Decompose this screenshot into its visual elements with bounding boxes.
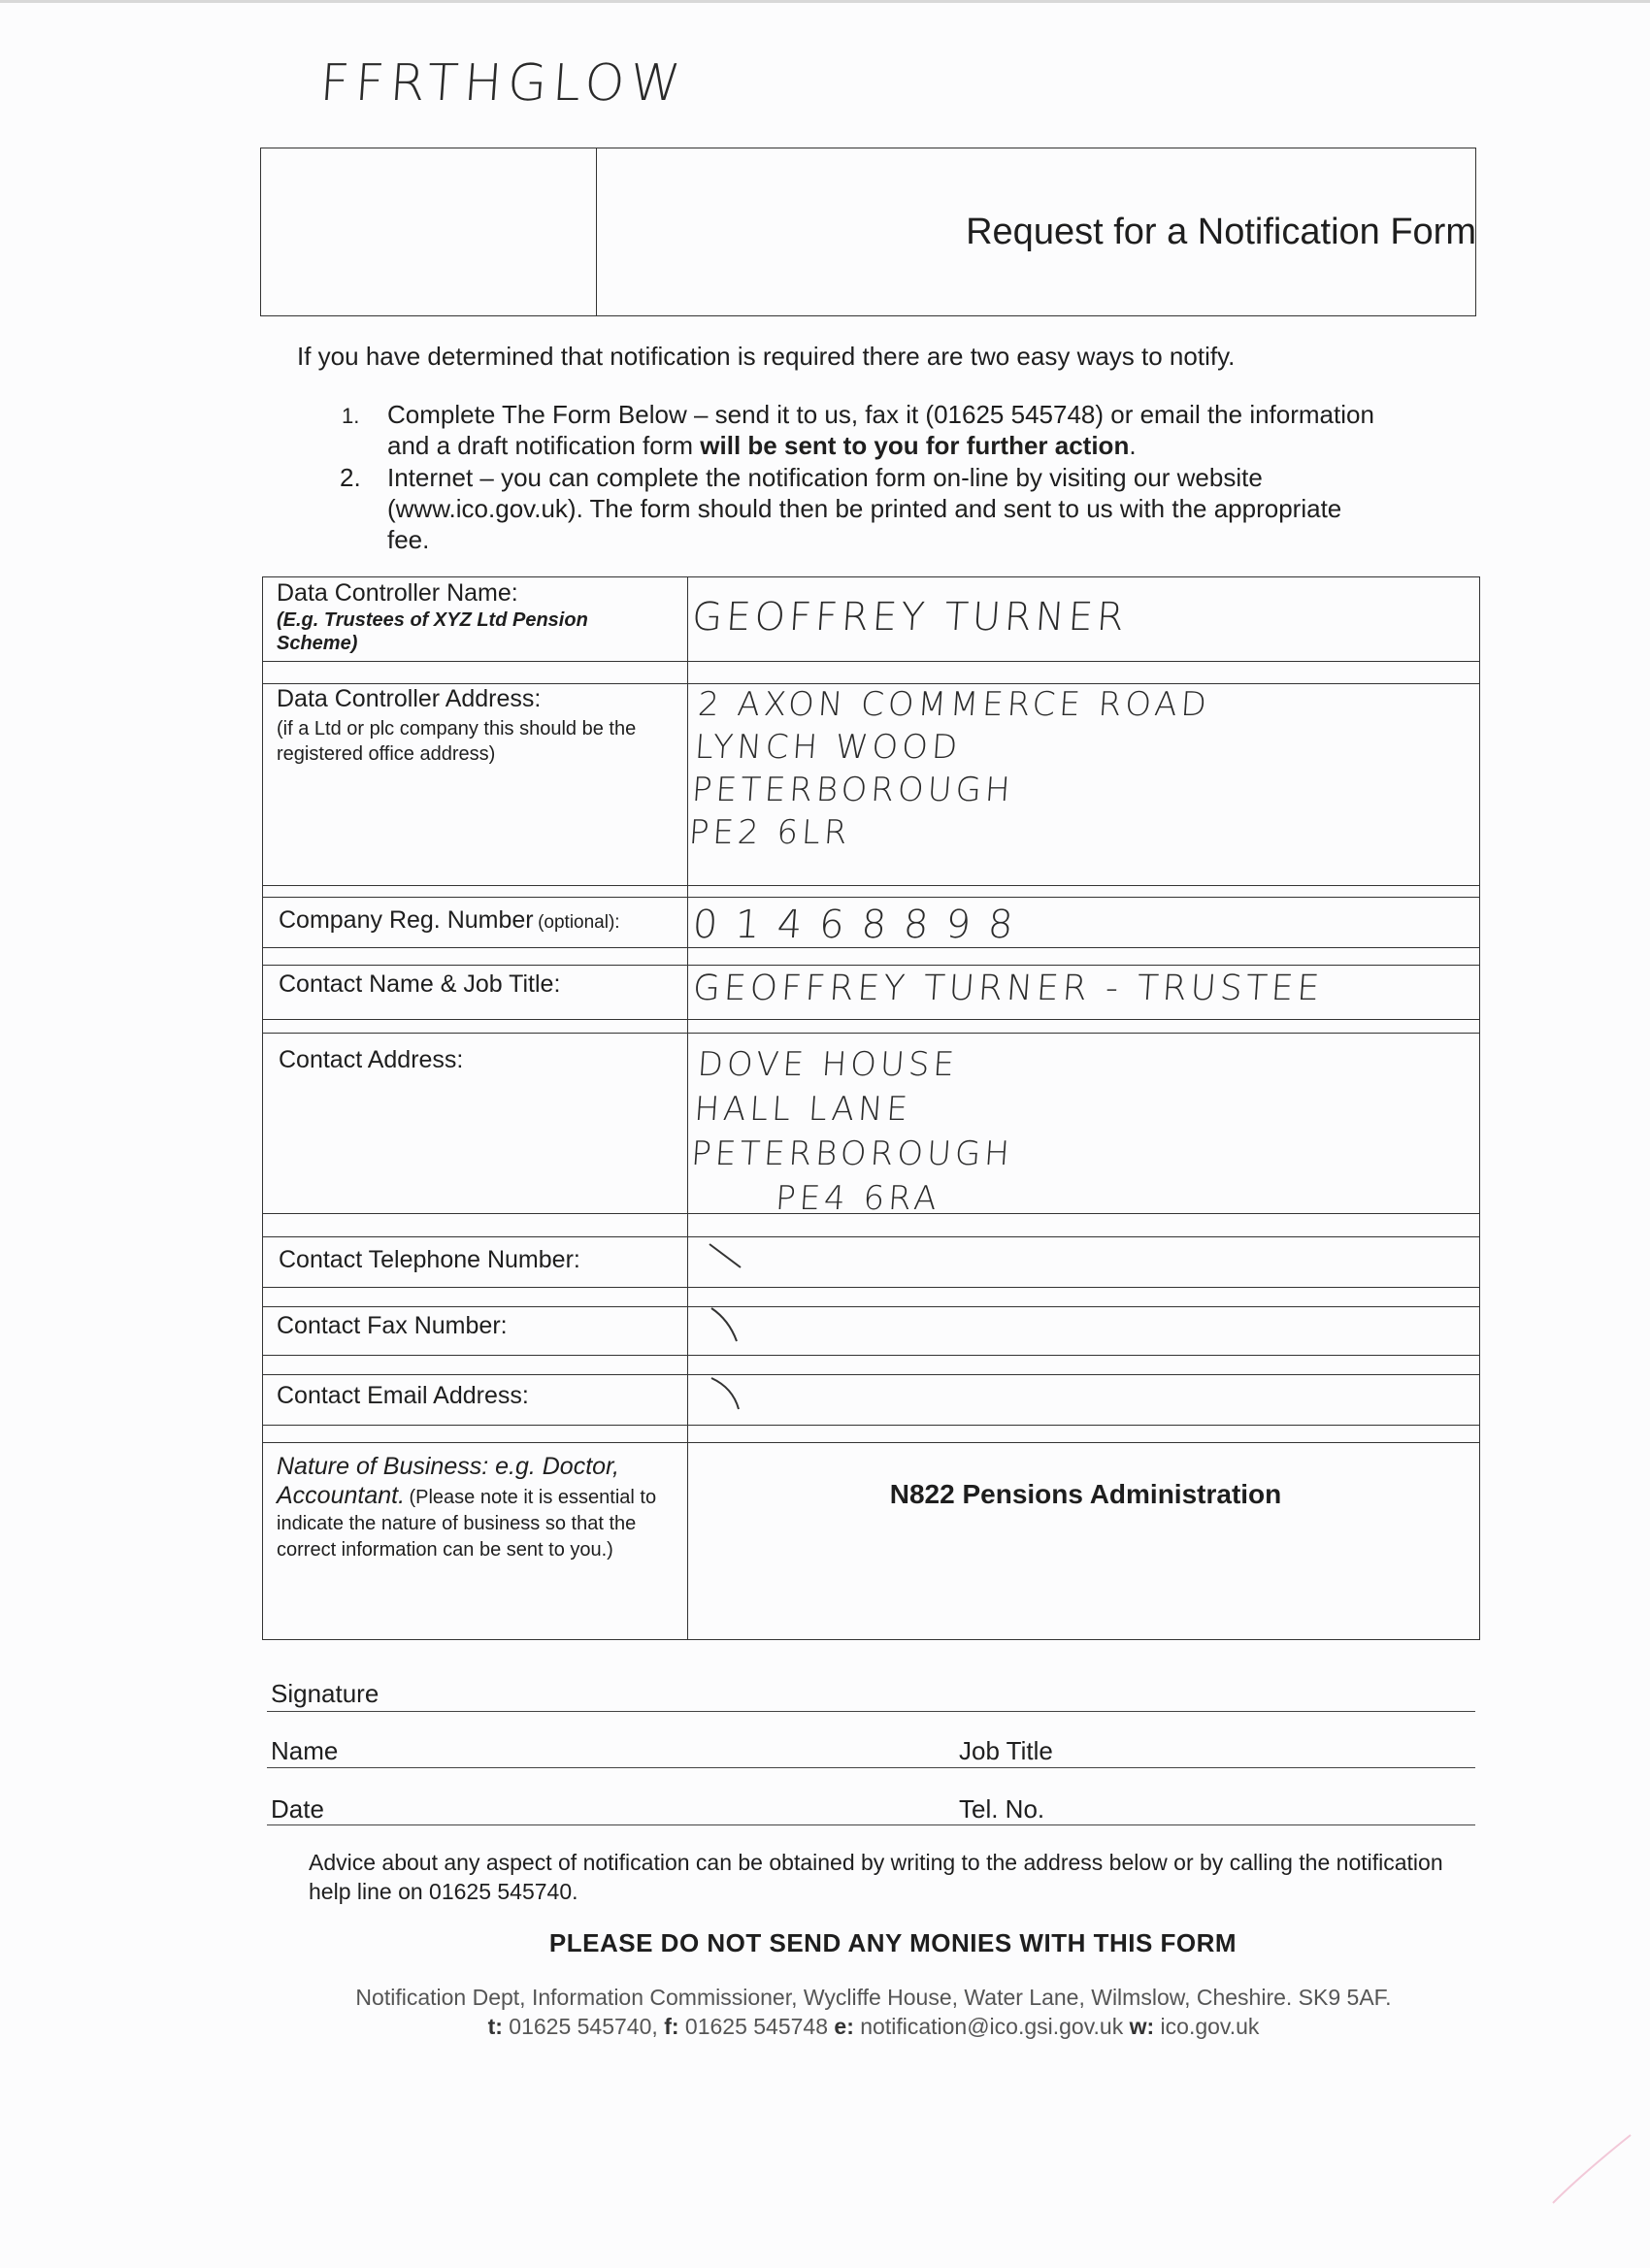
company-reg-value[interactable]: 01468898	[691, 903, 1033, 947]
footer-fax: 01625 545748	[684, 2014, 829, 2039]
row-divider	[263, 1442, 1479, 1443]
step-1-line-2	[387, 430, 1484, 461]
contact-name-label-cell	[263, 965, 688, 1033]
row-controller-name	[262, 576, 1480, 683]
footer-f-label: f:	[664, 2014, 679, 2039]
email-label: Contact Email Address:	[277, 1382, 529, 1409]
controller-address-label-cell	[263, 683, 688, 897]
company-reg-label: Company Reg. Number	[279, 906, 534, 934]
intro-text: If you have determined that notification is required there are two easy ways to notify.	[297, 342, 1236, 371]
row-divider	[263, 1374, 1479, 1375]
row-business	[262, 1442, 1480, 1640]
tel-label: Tel. No.	[959, 1794, 1045, 1824]
step-1-bold-text: will be sent to you for further action	[700, 431, 1130, 460]
row-divider	[263, 1213, 1479, 1214]
page-title: Request for a Notification Form	[966, 212, 1476, 252]
step-1-number: 1.	[342, 404, 360, 428]
company-reg-optional: (optional):	[538, 912, 620, 933]
controller-address-line-2: LYNCH WOOD	[693, 728, 963, 767]
controller-name-example: (E.g. Trustees of XYZ Ltd Pension Scheme)	[277, 609, 588, 654]
job-title-label: Job Title	[959, 1736, 1053, 1765]
business-value[interactable]: N822 Pensions Administration	[889, 1479, 1282, 1509]
controller-address-line-4: PE2 6LR	[687, 813, 852, 852]
controller-address-line-3: PETERBOROUGH	[690, 771, 1015, 809]
contact-address-line-3: PETERBOROUGH	[689, 1134, 1015, 1173]
fax-label-cell	[263, 1306, 688, 1374]
row-controller-address	[262, 683, 1480, 897]
name-line[interactable]	[267, 1767, 1475, 1768]
telephone-value[interactable]	[692, 1236, 1468, 1306]
step-2-text	[387, 462, 1484, 555]
row-contact-address	[262, 1033, 1480, 1236]
row-divider	[263, 885, 1479, 886]
contact-name-value[interactable]: GEOFFREY TURNER - TRUSTEE	[691, 969, 1325, 1008]
row-telephone	[262, 1236, 1480, 1306]
contact-address-value[interactable]	[685, 1042, 1476, 1246]
contact-name-label: Contact Name & Job Title:	[279, 970, 561, 998]
footer-phone: 01625 545740,	[509, 2014, 658, 2039]
contact-address-line-1: DOVE HOUSE	[696, 1045, 960, 1084]
dash-mark-icon	[704, 1372, 762, 1430]
step-2-line-3: fee.	[387, 525, 430, 554]
business-note: (Please note it is essential to indicate the nature of business so that the correct information can be sent to you.)	[277, 1487, 657, 1561]
step-2-line-2: (www.ico.gov.uk). The form should then be printed and sent to us with the appropriate	[387, 494, 1342, 523]
row-divider	[263, 1236, 1479, 1237]
row-divider	[263, 947, 1479, 948]
footer-address: Notification Dept, Information Commissioner, Wycliffe House, Water Lane, Wilmslow, Cheshire. SK9 5AF.	[355, 1985, 1392, 2010]
footer-e-label: e:	[834, 2014, 854, 2039]
fax-label: Contact Fax Number:	[277, 1312, 508, 1339]
controller-name-value[interactable]: GEOFFREY TURNER	[690, 595, 1130, 640]
no-monies-warning: PLEASE DO NOT SEND ANY MONIES WITH THIS FORM	[548, 1928, 1238, 1957]
company-reg-label-cell	[263, 897, 688, 965]
controller-address-note: (if a Ltd or plc company this should be the registered office address)	[277, 718, 637, 765]
row-divider	[263, 965, 1479, 966]
dash-mark-icon	[704, 1238, 762, 1287]
telephone-label: Contact Telephone Number:	[279, 1246, 580, 1273]
company-reg-label-wrap	[279, 906, 620, 935]
pen-mark-icon	[1543, 2116, 1640, 2213]
controller-name-label-cell	[263, 577, 688, 683]
business-label-wrap	[277, 1452, 675, 1563]
contact-address-line-2: HALL LANE	[693, 1090, 913, 1129]
row-divider	[263, 1033, 1479, 1034]
row-divider	[263, 897, 1479, 898]
email-label-cell	[263, 1374, 688, 1442]
row-divider	[263, 1355, 1479, 1356]
controller-address-value[interactable]	[684, 683, 1475, 897]
advice-text: Advice about any aspect of notification can be obtained by writing to the address below or by calling the notification help line on 01625 545740.	[309, 1850, 1443, 1904]
step-1-end: .	[1129, 431, 1137, 460]
row-company-reg	[262, 897, 1480, 965]
row-divider	[263, 1306, 1479, 1307]
dash-mark-icon	[704, 1302, 762, 1361]
row-divider	[263, 661, 1479, 662]
controller-address-line-1: 2 AXON COMMERCE ROAD	[696, 685, 1212, 724]
footer-t-label: t:	[487, 2014, 503, 2039]
scan-edge	[0, 0, 1650, 3]
controller-name-label: Data Controller Name:	[277, 579, 518, 607]
footer-contact	[262, 1983, 1485, 2041]
step-2-number: 2.	[340, 463, 361, 492]
business-label-cell	[263, 1442, 688, 1639]
header-logo-area	[260, 148, 597, 316]
row-divider	[263, 1425, 1479, 1426]
signature-line[interactable]	[267, 1711, 1475, 1712]
row-divider	[263, 683, 1479, 684]
business-label: Nature of Business: e.g. Doctor, Accountant.	[277, 1453, 619, 1509]
row-divider	[263, 1287, 1479, 1288]
date-line[interactable]	[267, 1824, 1475, 1825]
row-contact-name	[262, 965, 1480, 1033]
row-email	[262, 1374, 1480, 1442]
handwritten-annotation: FFRTHGLOW	[317, 54, 688, 113]
name-label: Name	[271, 1736, 339, 1765]
row-fax	[262, 1306, 1480, 1374]
date-label: Date	[271, 1794, 324, 1824]
contact-address-line-4: PE4 6RA	[774, 1179, 942, 1218]
fax-value[interactable]	[692, 1306, 1468, 1374]
footer-contacts-line	[262, 2012, 1485, 2041]
email-value[interactable]	[692, 1374, 1468, 1442]
step-2-line-1: Internet – you can complete the notification form on-line by visiting our website	[387, 463, 1263, 492]
footer-website[interactable]: ico.gov.uk	[1160, 2014, 1260, 2039]
step-1-line-1: Complete The Form Below – send it to us, fax it (01625 545748) or email the information	[387, 400, 1374, 429]
telephone-label-cell	[263, 1236, 688, 1306]
signature-label: Signature	[271, 1679, 380, 1708]
footer-w-label: w:	[1129, 2014, 1155, 2039]
step-1-line-2-text: and a draft notification form	[387, 431, 694, 460]
contact-address-label-cell	[263, 1033, 688, 1236]
controller-address-label: Data Controller Address:	[277, 685, 542, 712]
row-divider	[263, 1019, 1479, 1020]
step-1-text	[387, 399, 1484, 461]
contact-address-label: Contact Address:	[279, 1046, 464, 1073]
footer-email[interactable]: notification@ico.gsi.gov.uk	[860, 2014, 1124, 2039]
